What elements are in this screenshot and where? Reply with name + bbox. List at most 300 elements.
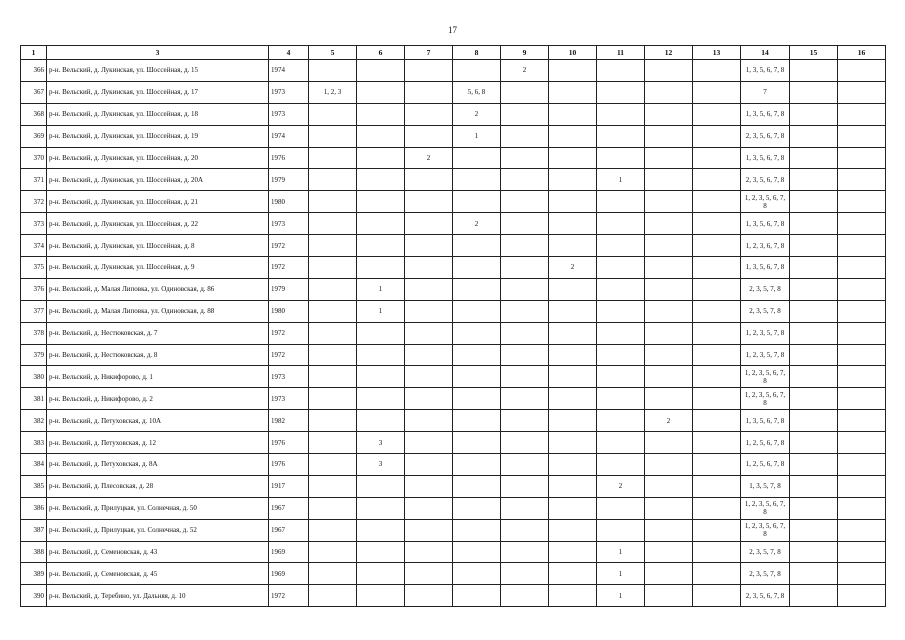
- column-header: 5: [309, 46, 357, 60]
- table-row: [21, 322, 886, 344]
- column-7-cell: [405, 432, 453, 454]
- column-11-cell: [597, 60, 645, 82]
- table-body: [21, 60, 886, 607]
- column-6-cell: [357, 410, 405, 432]
- address-cell: р-н. Вельский, д. Семеновская, д. 45: [47, 563, 269, 585]
- column-13-cell: [693, 475, 741, 497]
- column-6-cell: [357, 125, 405, 147]
- column-5-cell: [309, 322, 357, 344]
- column-5-cell: [309, 191, 357, 213]
- column-8-cell: [453, 60, 501, 82]
- column-5-cell: [309, 563, 357, 585]
- column-11-cell: [597, 213, 645, 235]
- column-8-cell: [453, 454, 501, 476]
- column-12-cell: [645, 475, 693, 497]
- column-10-cell: [549, 191, 597, 213]
- column-11-cell: 1: [597, 585, 645, 607]
- year-cell: 1982: [269, 410, 309, 432]
- address-cell: р-н. Вельский, д. Малая Липовка, ул. Одиновская, д. 86: [47, 278, 269, 300]
- column-13-cell: [693, 169, 741, 191]
- column-8-cell: [453, 235, 501, 257]
- column-6-cell: [357, 169, 405, 191]
- column-6-cell: [357, 585, 405, 607]
- column-12-cell: [645, 585, 693, 607]
- table-row: [21, 497, 886, 519]
- row-number-cell: 388: [21, 541, 47, 563]
- column-11-cell: [597, 81, 645, 103]
- year-cell: 1973: [269, 81, 309, 103]
- address-cell: р-н. Вельский, д. Нестюковская, д. 8: [47, 344, 269, 366]
- table-row: [21, 213, 886, 235]
- row-number-cell: 377: [21, 300, 47, 322]
- column-8-cell: [453, 388, 501, 410]
- column-8-cell: [453, 147, 501, 169]
- column-15-cell: [790, 497, 838, 519]
- column-12-cell: [645, 563, 693, 585]
- column-12-cell: [645, 366, 693, 388]
- year-cell: 1972: [269, 322, 309, 344]
- column-15-cell: [790, 585, 838, 607]
- column-11-cell: [597, 235, 645, 257]
- row-number-cell: 378: [21, 322, 47, 344]
- address-cell: р-н. Вельский, д. Петуховская, д. 10А: [47, 410, 269, 432]
- table-row: [21, 432, 886, 454]
- column-12-cell: [645, 169, 693, 191]
- column-13-cell: [693, 497, 741, 519]
- column-10-cell: [549, 213, 597, 235]
- column-8-cell: 1: [453, 125, 501, 147]
- column-5-cell: [309, 169, 357, 191]
- column-6-cell: [357, 344, 405, 366]
- column-8-cell: [453, 300, 501, 322]
- column-10-cell: [549, 103, 597, 125]
- table-row: [21, 519, 886, 541]
- column-5-cell: [309, 541, 357, 563]
- column-5-cell: [309, 454, 357, 476]
- column-5-cell: [309, 125, 357, 147]
- column-16-cell: [838, 60, 886, 82]
- column-16-cell: [838, 213, 886, 235]
- column-11-cell: [597, 410, 645, 432]
- year-cell: 1972: [269, 344, 309, 366]
- column-11-cell: [597, 191, 645, 213]
- column-14-cell: 1, 2, 5, 6, 7, 8: [741, 432, 790, 454]
- column-10-cell: [549, 541, 597, 563]
- column-6-cell: 1: [357, 278, 405, 300]
- column-9-cell: [501, 257, 549, 279]
- column-header: 8: [453, 46, 501, 60]
- year-cell: 1973: [269, 388, 309, 410]
- column-header: 6: [357, 46, 405, 60]
- column-9-cell: [501, 300, 549, 322]
- column-9-cell: [501, 541, 549, 563]
- column-11-cell: [597, 147, 645, 169]
- column-12-cell: [645, 541, 693, 563]
- column-6-cell: [357, 388, 405, 410]
- address-cell: р-н. Вельский, д. Плесовская, д. 28: [47, 475, 269, 497]
- column-6-cell: [357, 475, 405, 497]
- column-7-cell: [405, 191, 453, 213]
- column-11-cell: [597, 322, 645, 344]
- year-cell: 1973: [269, 213, 309, 235]
- page-number: 17: [448, 25, 457, 35]
- address-cell: р-н. Вельский, д. Петуховская, д. 8А: [47, 454, 269, 476]
- column-14-cell: 1, 3, 5, 6, 7, 8: [741, 410, 790, 432]
- address-cell: р-н. Вельский, д. Семеновская, д. 43: [47, 541, 269, 563]
- column-7-cell: [405, 103, 453, 125]
- column-11-cell: [597, 257, 645, 279]
- column-7-cell: [405, 366, 453, 388]
- column-15-cell: [790, 60, 838, 82]
- year-cell: 1969: [269, 541, 309, 563]
- column-12-cell: [645, 388, 693, 410]
- column-13-cell: [693, 388, 741, 410]
- column-7-cell: [405, 344, 453, 366]
- year-cell: 1972: [269, 235, 309, 257]
- year-cell: 1974: [269, 125, 309, 147]
- column-9-cell: [501, 585, 549, 607]
- column-8-cell: [453, 432, 501, 454]
- address-cell: р-н. Вельский, д. Никифорово, д. 2: [47, 388, 269, 410]
- column-14-cell: 1, 3, 5, 6, 7, 8: [741, 257, 790, 279]
- year-cell: 1969: [269, 563, 309, 585]
- header-row: [21, 46, 886, 60]
- column-13-cell: [693, 541, 741, 563]
- column-7-cell: [405, 235, 453, 257]
- column-12-cell: [645, 213, 693, 235]
- column-12-cell: [645, 235, 693, 257]
- row-number-cell: 387: [21, 519, 47, 541]
- column-14-cell: 1, 2, 3, 5, 6, 7, 8: [741, 388, 790, 410]
- column-8-cell: [453, 344, 501, 366]
- column-13-cell: [693, 60, 741, 82]
- column-10-cell: [549, 344, 597, 366]
- column-13-cell: [693, 103, 741, 125]
- column-14-cell: 1, 2, 3, 5, 7, 8: [741, 322, 790, 344]
- column-6-cell: 1: [357, 300, 405, 322]
- address-cell: р-н. Вельский, д. Лукинская, ул. Шоссейная, д. 8: [47, 235, 269, 257]
- column-12-cell: [645, 191, 693, 213]
- column-14-cell: 7: [741, 81, 790, 103]
- column-7-cell: [405, 81, 453, 103]
- column-8-cell: 2: [453, 103, 501, 125]
- column-12-cell: [645, 60, 693, 82]
- address-cell: р-н. Вельский, д. Лукинская, ул. Шоссейная, д. 21: [47, 191, 269, 213]
- column-11-cell: [597, 103, 645, 125]
- column-5-cell: [309, 257, 357, 279]
- address-cell: р-н. Вельский, д. Лукинская, ул. Шоссейная, д. 9: [47, 257, 269, 279]
- column-13-cell: [693, 257, 741, 279]
- address-cell: р-н. Вельский, д. Петуховская, д. 12: [47, 432, 269, 454]
- column-11-cell: [597, 432, 645, 454]
- column-16-cell: [838, 344, 886, 366]
- table-row: [21, 235, 886, 257]
- row-number-cell: 382: [21, 410, 47, 432]
- column-9-cell: [501, 81, 549, 103]
- column-14-cell: 1, 3, 5, 6, 7, 8: [741, 60, 790, 82]
- column-14-cell: 1, 3, 5, 6, 7, 8: [741, 147, 790, 169]
- column-13-cell: [693, 432, 741, 454]
- column-8-cell: 5, 6, 8: [453, 81, 501, 103]
- column-6-cell: [357, 213, 405, 235]
- column-15-cell: [790, 322, 838, 344]
- table-row: [21, 410, 886, 432]
- column-7-cell: [405, 169, 453, 191]
- column-14-cell: 2, 3, 5, 7, 8: [741, 541, 790, 563]
- column-11-cell: [597, 454, 645, 476]
- year-cell: 1967: [269, 497, 309, 519]
- column-10-cell: [549, 322, 597, 344]
- address-cell: р-н. Вельский, д. Теребино, ул. Дальняя, д. 10: [47, 585, 269, 607]
- year-cell: 1972: [269, 257, 309, 279]
- column-16-cell: [838, 235, 886, 257]
- column-13-cell: [693, 278, 741, 300]
- column-9-cell: [501, 191, 549, 213]
- column-8-cell: [453, 497, 501, 519]
- row-number-cell: 373: [21, 213, 47, 235]
- column-9-cell: [501, 147, 549, 169]
- column-6-cell: [357, 191, 405, 213]
- column-9-cell: [501, 410, 549, 432]
- column-12-cell: [645, 300, 693, 322]
- column-6-cell: [357, 257, 405, 279]
- column-14-cell: 1, 2, 3, 5, 7, 8: [741, 344, 790, 366]
- column-15-cell: [790, 344, 838, 366]
- column-15-cell: [790, 519, 838, 541]
- column-9-cell: [501, 125, 549, 147]
- address-cell: р-н. Вельский, д. Лукинская, ул. Шоссейная, д. 20: [47, 147, 269, 169]
- column-10-cell: [549, 147, 597, 169]
- column-8-cell: [453, 278, 501, 300]
- table-row: [21, 300, 886, 322]
- year-cell: 1976: [269, 454, 309, 476]
- column-6-cell: [357, 235, 405, 257]
- year-cell: 1980: [269, 300, 309, 322]
- table-row: [21, 541, 886, 563]
- column-14-cell: 1, 3, 5, 7, 8: [741, 475, 790, 497]
- column-11-cell: [597, 519, 645, 541]
- column-12-cell: [645, 454, 693, 476]
- column-16-cell: [838, 563, 886, 585]
- column-7-cell: [405, 454, 453, 476]
- column-14-cell: 2, 3, 5, 7, 8: [741, 300, 790, 322]
- column-14-cell: 1, 3, 5, 6, 7, 8: [741, 103, 790, 125]
- column-10-cell: 2: [549, 257, 597, 279]
- column-6-cell: 3: [357, 432, 405, 454]
- row-number-cell: 369: [21, 125, 47, 147]
- column-16-cell: [838, 257, 886, 279]
- column-15-cell: [790, 388, 838, 410]
- row-number-cell: 381: [21, 388, 47, 410]
- column-header: 11: [597, 46, 645, 60]
- column-9-cell: [501, 475, 549, 497]
- column-7-cell: [405, 300, 453, 322]
- column-5-cell: [309, 344, 357, 366]
- column-header: 13: [693, 46, 741, 60]
- address-cell: р-н. Вельский, д. Малая Липовка, ул. Одиновская, д. 88: [47, 300, 269, 322]
- column-6-cell: [357, 103, 405, 125]
- column-16-cell: [838, 432, 886, 454]
- column-6-cell: 3: [357, 454, 405, 476]
- address-cell: р-н. Вельский, д. Лукинская, ул. Шоссейная, д. 15: [47, 60, 269, 82]
- table-row: [21, 257, 886, 279]
- column-13-cell: [693, 147, 741, 169]
- column-5-cell: [309, 519, 357, 541]
- column-12-cell: [645, 432, 693, 454]
- column-7-cell: [405, 278, 453, 300]
- column-15-cell: [790, 300, 838, 322]
- column-11-cell: [597, 366, 645, 388]
- row-number-cell: 389: [21, 563, 47, 585]
- column-14-cell: 1, 2, 3, 5, 6, 7, 8: [741, 519, 790, 541]
- column-11-cell: [597, 125, 645, 147]
- column-header: 12: [645, 46, 693, 60]
- column-10-cell: [549, 432, 597, 454]
- row-number-cell: 385: [21, 475, 47, 497]
- column-header: 7: [405, 46, 453, 60]
- address-cell: р-н. Вельский, д. Прилуцкая, ул. Солнечная, д. 52: [47, 519, 269, 541]
- column-5-cell: [309, 235, 357, 257]
- column-12-cell: [645, 147, 693, 169]
- column-7-cell: [405, 60, 453, 82]
- column-13-cell: [693, 235, 741, 257]
- column-12-cell: [645, 257, 693, 279]
- column-6-cell: [357, 497, 405, 519]
- column-header: 3: [47, 46, 269, 60]
- row-number-cell: 384: [21, 454, 47, 476]
- column-16-cell: [838, 541, 886, 563]
- column-14-cell: 2, 3, 5, 7, 8: [741, 278, 790, 300]
- column-13-cell: [693, 585, 741, 607]
- column-10-cell: [549, 366, 597, 388]
- table-row: [21, 60, 886, 82]
- column-10-cell: [549, 235, 597, 257]
- table-row: [21, 388, 886, 410]
- column-8-cell: [453, 191, 501, 213]
- column-10-cell: [549, 125, 597, 147]
- column-11-cell: 1: [597, 169, 645, 191]
- column-14-cell: 1, 2, 5, 6, 7, 8: [741, 454, 790, 476]
- address-cell: р-н. Вельский, д. Лукинская, ул. Шоссейная, д. 17: [47, 81, 269, 103]
- address-cell: р-н. Вельский, д. Лукинская, ул. Шоссейная, д. 22: [47, 213, 269, 235]
- column-10-cell: [549, 519, 597, 541]
- address-cell: р-н. Вельский, д. Лукинская, ул. Шоссейная, д. 20А: [47, 169, 269, 191]
- address-cell: р-н. Вельский, д. Прилуцкая, ул. Солнечная, д. 50: [47, 497, 269, 519]
- housing-register-table: [20, 45, 886, 607]
- column-15-cell: [790, 81, 838, 103]
- column-10-cell: [549, 278, 597, 300]
- column-11-cell: 2: [597, 475, 645, 497]
- column-header: 1: [21, 46, 47, 60]
- column-14-cell: 2, 3, 5, 6, 7, 8: [741, 585, 790, 607]
- column-16-cell: [838, 585, 886, 607]
- year-cell: 1976: [269, 147, 309, 169]
- column-11-cell: [597, 497, 645, 519]
- column-header: 10: [549, 46, 597, 60]
- column-14-cell: 1, 2, 3, 5, 6, 7, 8: [741, 366, 790, 388]
- column-15-cell: [790, 147, 838, 169]
- column-5-cell: [309, 300, 357, 322]
- column-5-cell: [309, 432, 357, 454]
- column-11-cell: [597, 278, 645, 300]
- year-cell: 1972: [269, 585, 309, 607]
- column-13-cell: [693, 410, 741, 432]
- address-cell: р-н. Вельский, д. Нестюковская, д. 7: [47, 322, 269, 344]
- column-15-cell: [790, 257, 838, 279]
- row-number-cell: 383: [21, 432, 47, 454]
- column-6-cell: [357, 366, 405, 388]
- row-number-cell: 374: [21, 235, 47, 257]
- column-16-cell: [838, 125, 886, 147]
- column-16-cell: [838, 278, 886, 300]
- column-6-cell: [357, 541, 405, 563]
- column-13-cell: [693, 344, 741, 366]
- table-row: [21, 344, 886, 366]
- column-16-cell: [838, 322, 886, 344]
- year-cell: 1979: [269, 169, 309, 191]
- row-number-cell: 367: [21, 81, 47, 103]
- column-8-cell: [453, 410, 501, 432]
- column-14-cell: 1, 2, 3, 5, 6, 7, 8: [741, 191, 790, 213]
- column-13-cell: [693, 454, 741, 476]
- column-13-cell: [693, 563, 741, 585]
- column-15-cell: [790, 103, 838, 125]
- column-5-cell: 1, 2, 3: [309, 81, 357, 103]
- column-13-cell: [693, 322, 741, 344]
- year-cell: 1917: [269, 475, 309, 497]
- column-10-cell: [549, 388, 597, 410]
- column-8-cell: [453, 366, 501, 388]
- row-number-cell: 380: [21, 366, 47, 388]
- column-14-cell: 1, 3, 5, 6, 7, 8: [741, 213, 790, 235]
- column-9-cell: [501, 169, 549, 191]
- row-number-cell: 372: [21, 191, 47, 213]
- column-5-cell: [309, 60, 357, 82]
- column-15-cell: [790, 475, 838, 497]
- column-10-cell: [549, 454, 597, 476]
- column-header: 16: [838, 46, 886, 60]
- column-10-cell: [549, 585, 597, 607]
- column-5-cell: [309, 410, 357, 432]
- column-16-cell: [838, 81, 886, 103]
- table-row: [21, 147, 886, 169]
- column-7-cell: [405, 563, 453, 585]
- column-6-cell: [357, 563, 405, 585]
- year-cell: 1976: [269, 432, 309, 454]
- column-16-cell: [838, 191, 886, 213]
- column-16-cell: [838, 147, 886, 169]
- column-12-cell: [645, 497, 693, 519]
- column-15-cell: [790, 213, 838, 235]
- column-14-cell: 2, 3, 5, 6, 7, 8: [741, 169, 790, 191]
- address-cell: р-н. Вельский, д. Никифорово, д. 1: [47, 366, 269, 388]
- column-13-cell: [693, 213, 741, 235]
- column-8-cell: 2: [453, 213, 501, 235]
- column-9-cell: [501, 454, 549, 476]
- column-6-cell: [357, 81, 405, 103]
- table-row: [21, 191, 886, 213]
- column-9-cell: [501, 563, 549, 585]
- address-cell: р-н. Вельский, д. Лукинская, ул. Шоссейная, д. 19: [47, 125, 269, 147]
- table-row: [21, 125, 886, 147]
- column-11-cell: 1: [597, 563, 645, 585]
- column-10-cell: [549, 497, 597, 519]
- column-header: 14: [741, 46, 790, 60]
- column-8-cell: [453, 519, 501, 541]
- column-14-cell: 2, 3, 5, 7, 8: [741, 563, 790, 585]
- column-9-cell: [501, 366, 549, 388]
- column-6-cell: [357, 519, 405, 541]
